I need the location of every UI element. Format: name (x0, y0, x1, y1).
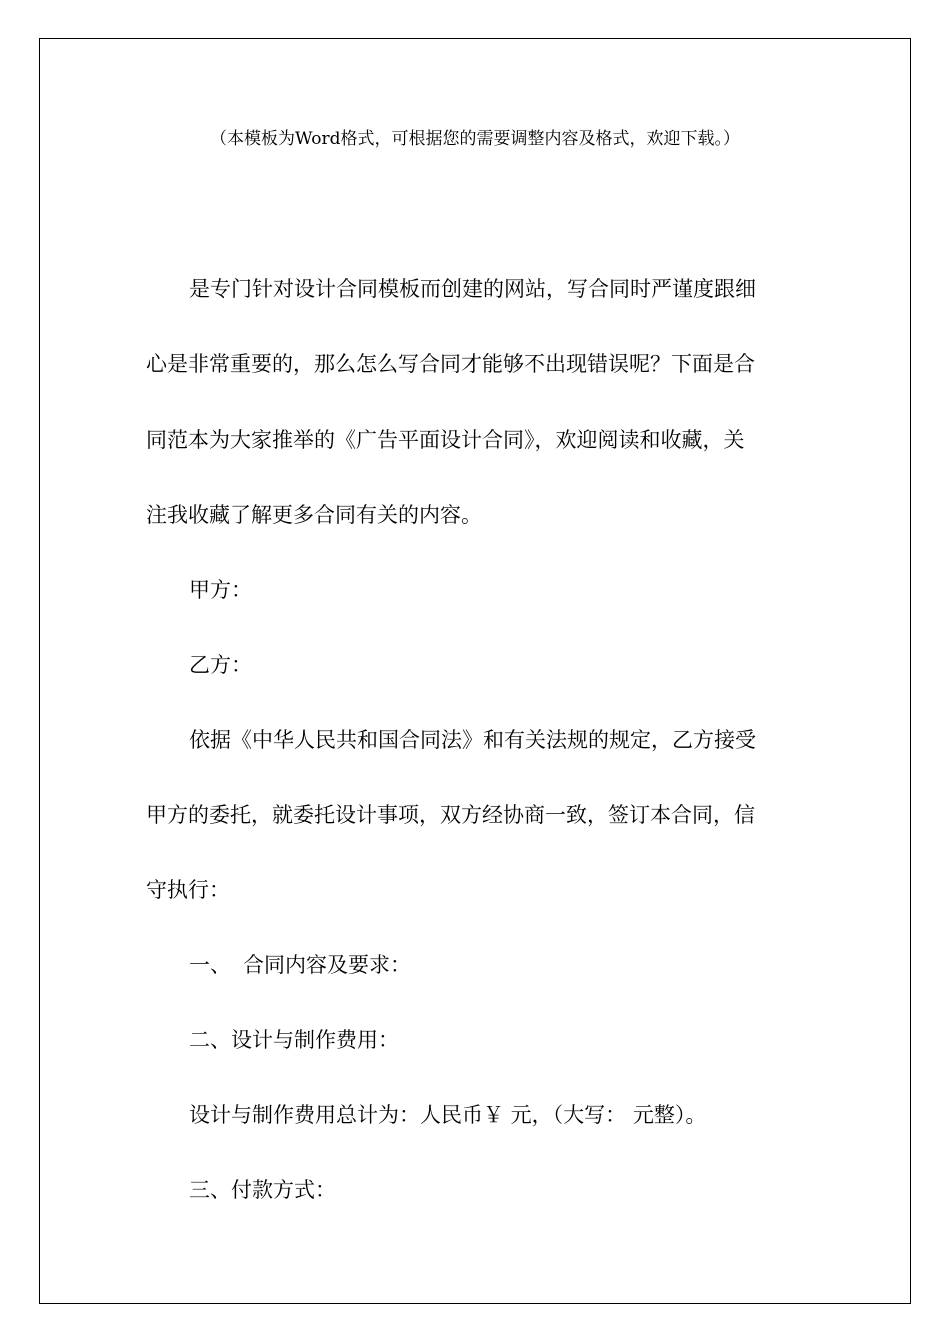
intro-line-3: 同范本为大家推举的《广告平面设计合同》，欢迎阅读和收藏，关 (146, 428, 745, 452)
section-2-heading: 二、设计与制作费用： (189, 1028, 399, 1052)
section-1-number: 一、 (189, 953, 231, 977)
party-b-label: 乙方： (189, 653, 252, 677)
section-3-heading: 三、付款方式： (189, 1178, 336, 1202)
intro-line-1: 是专门针对设计合同模板而创建的网站，写合同时严谨度跟细 (189, 277, 756, 301)
section-1-heading (146, 949, 849, 979)
template-note: （本模板为Word格式，可根据您的需要调整内容及格式，欢迎下载。） (209, 129, 741, 149)
fee-line: 设计与制作费用总计为：人民币￥ 元，（大写： 元整）。 (189, 1103, 707, 1127)
basis-line-2: 甲方的委托，就委托设计事项，双方经协商一致，签订本合同，信 (146, 803, 755, 827)
party-a-label: 甲方： (189, 578, 252, 602)
basis-line-1: 依据《中华人民共和国合同法》和有关法规的规定，乙方接受 (189, 728, 756, 752)
basis-line-3: 守执行： (146, 878, 230, 902)
section-1-title: 合同内容及要求： (243, 953, 411, 977)
intro-line-2: 心是非常重要的，那么怎么写合同才能够不出现错误呢？下面是合 (146, 352, 755, 376)
intro-line-4: 注我收藏了解更多合同有关的内容。 (146, 503, 482, 527)
